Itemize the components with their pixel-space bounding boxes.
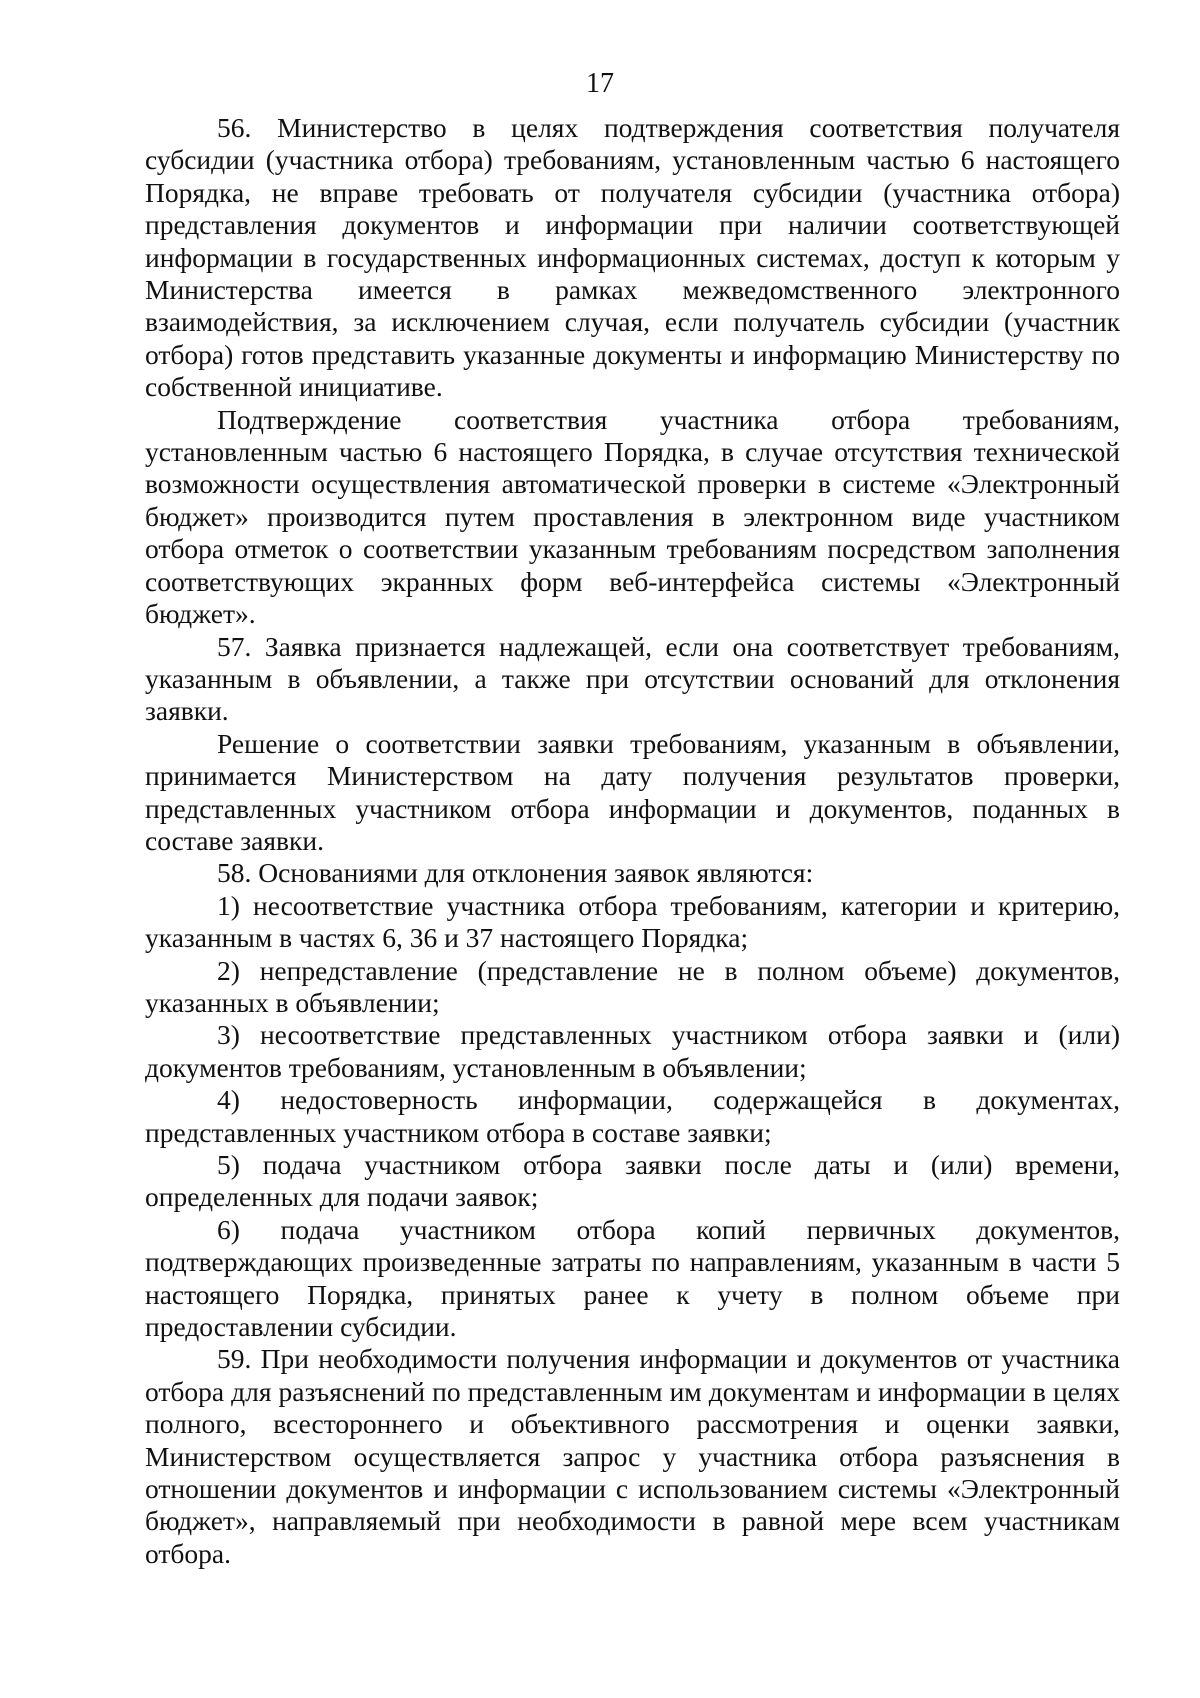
paragraph-decision: Решение о соответствии заявки требованиям, указанным в объявлении, принимается Министерством на дату получения результатов проверки, представленных участником отбора информации и документов, поданных в составе заявки. <box>145 727 1120 856</box>
paragraph-57: 57. Заявка признается надлежащей, если она соответствует требованиям, указанным в объявлении, а также при отсутствии оснований для отклонения заявки. <box>145 630 1120 727</box>
page-number: 17 <box>586 68 614 99</box>
paragraph-56: 56. Министерство в целях подтверждения соответствия получателя субсидии (участника отбора) требованиям, установленным частью 6 настоящего Порядка, не вправе требовать от получателя субсидии (участника отбора) представления документов и информации при наличии соответствующей информации в государственных информационных системах, доступ к которым у Министерства имеется в рамках межведомственного электронного взаимодействия, за исключением случая, если получатель субсидии (участник отбора) готов представить указанные документы и информацию Министерству по собственной инициативе. <box>145 112 1120 403</box>
paragraph-58: 58. Основаниями для отклонения заявок являются: <box>217 857 814 889</box>
list-item-4: 4) недостоверность информации, содержащейся в документах, представленных участником отбора в составе заявки; <box>145 1084 1120 1148</box>
list-item-5: 5) подача участником отбора заявки после даты и (или) времени, определенных для подачи заявок; <box>145 1149 1120 1213</box>
list-item-1: 1) несоответствие участника отбора требованиям, категории и критерию, указанным в частях 6, 36 и 37 настоящего Порядка; <box>145 889 1120 954</box>
list-item-2: 2) непредставление (представление не в полном объеме) документов, указанных в объявлении; <box>145 954 1120 1018</box>
list-item-6: 6) подача участником отбора копий первичных документов, подтверждающих произведенные затраты по направлениям, указанным в части 5 настоящего Порядка, принятых ранее к учету в полном объеме при предоставлении субсидии. <box>145 1213 1120 1343</box>
document-body <box>145 112 1120 1570</box>
paragraph-59: 59. При необходимости получения информации и документов от участника отбора для разъяснений по представленным им документам и информации в целях полного, всестороннего и объективного рассмотрения и оценки заявки, Министерством осуществляется запрос у участника отбора разъяснения в отношении документов и информации с использованием системы «Электронный бюджет», направляемый при необходимости в равной мере всем участникам отбора. <box>145 1343 1120 1569</box>
paragraph-confirmation: Подтверждение соответствия участника отбора требованиям, установленным частью 6 настоящего Порядка, в случае отсутствия технической возможности осуществления автоматической проверки в системе «Электронный бюджет» производится путем проставления в электронном виде участником отбора отметок о соответствии указанным требованиям посредством заполнения соответствующих экранных форм веб-интерфейса системы «Электронный бюджет». <box>145 403 1120 630</box>
list-item-3: 3) несоответствие представленных участником отбора заявки и (или) документов требованиям, установленным в объявлении; <box>145 1019 1120 1083</box>
